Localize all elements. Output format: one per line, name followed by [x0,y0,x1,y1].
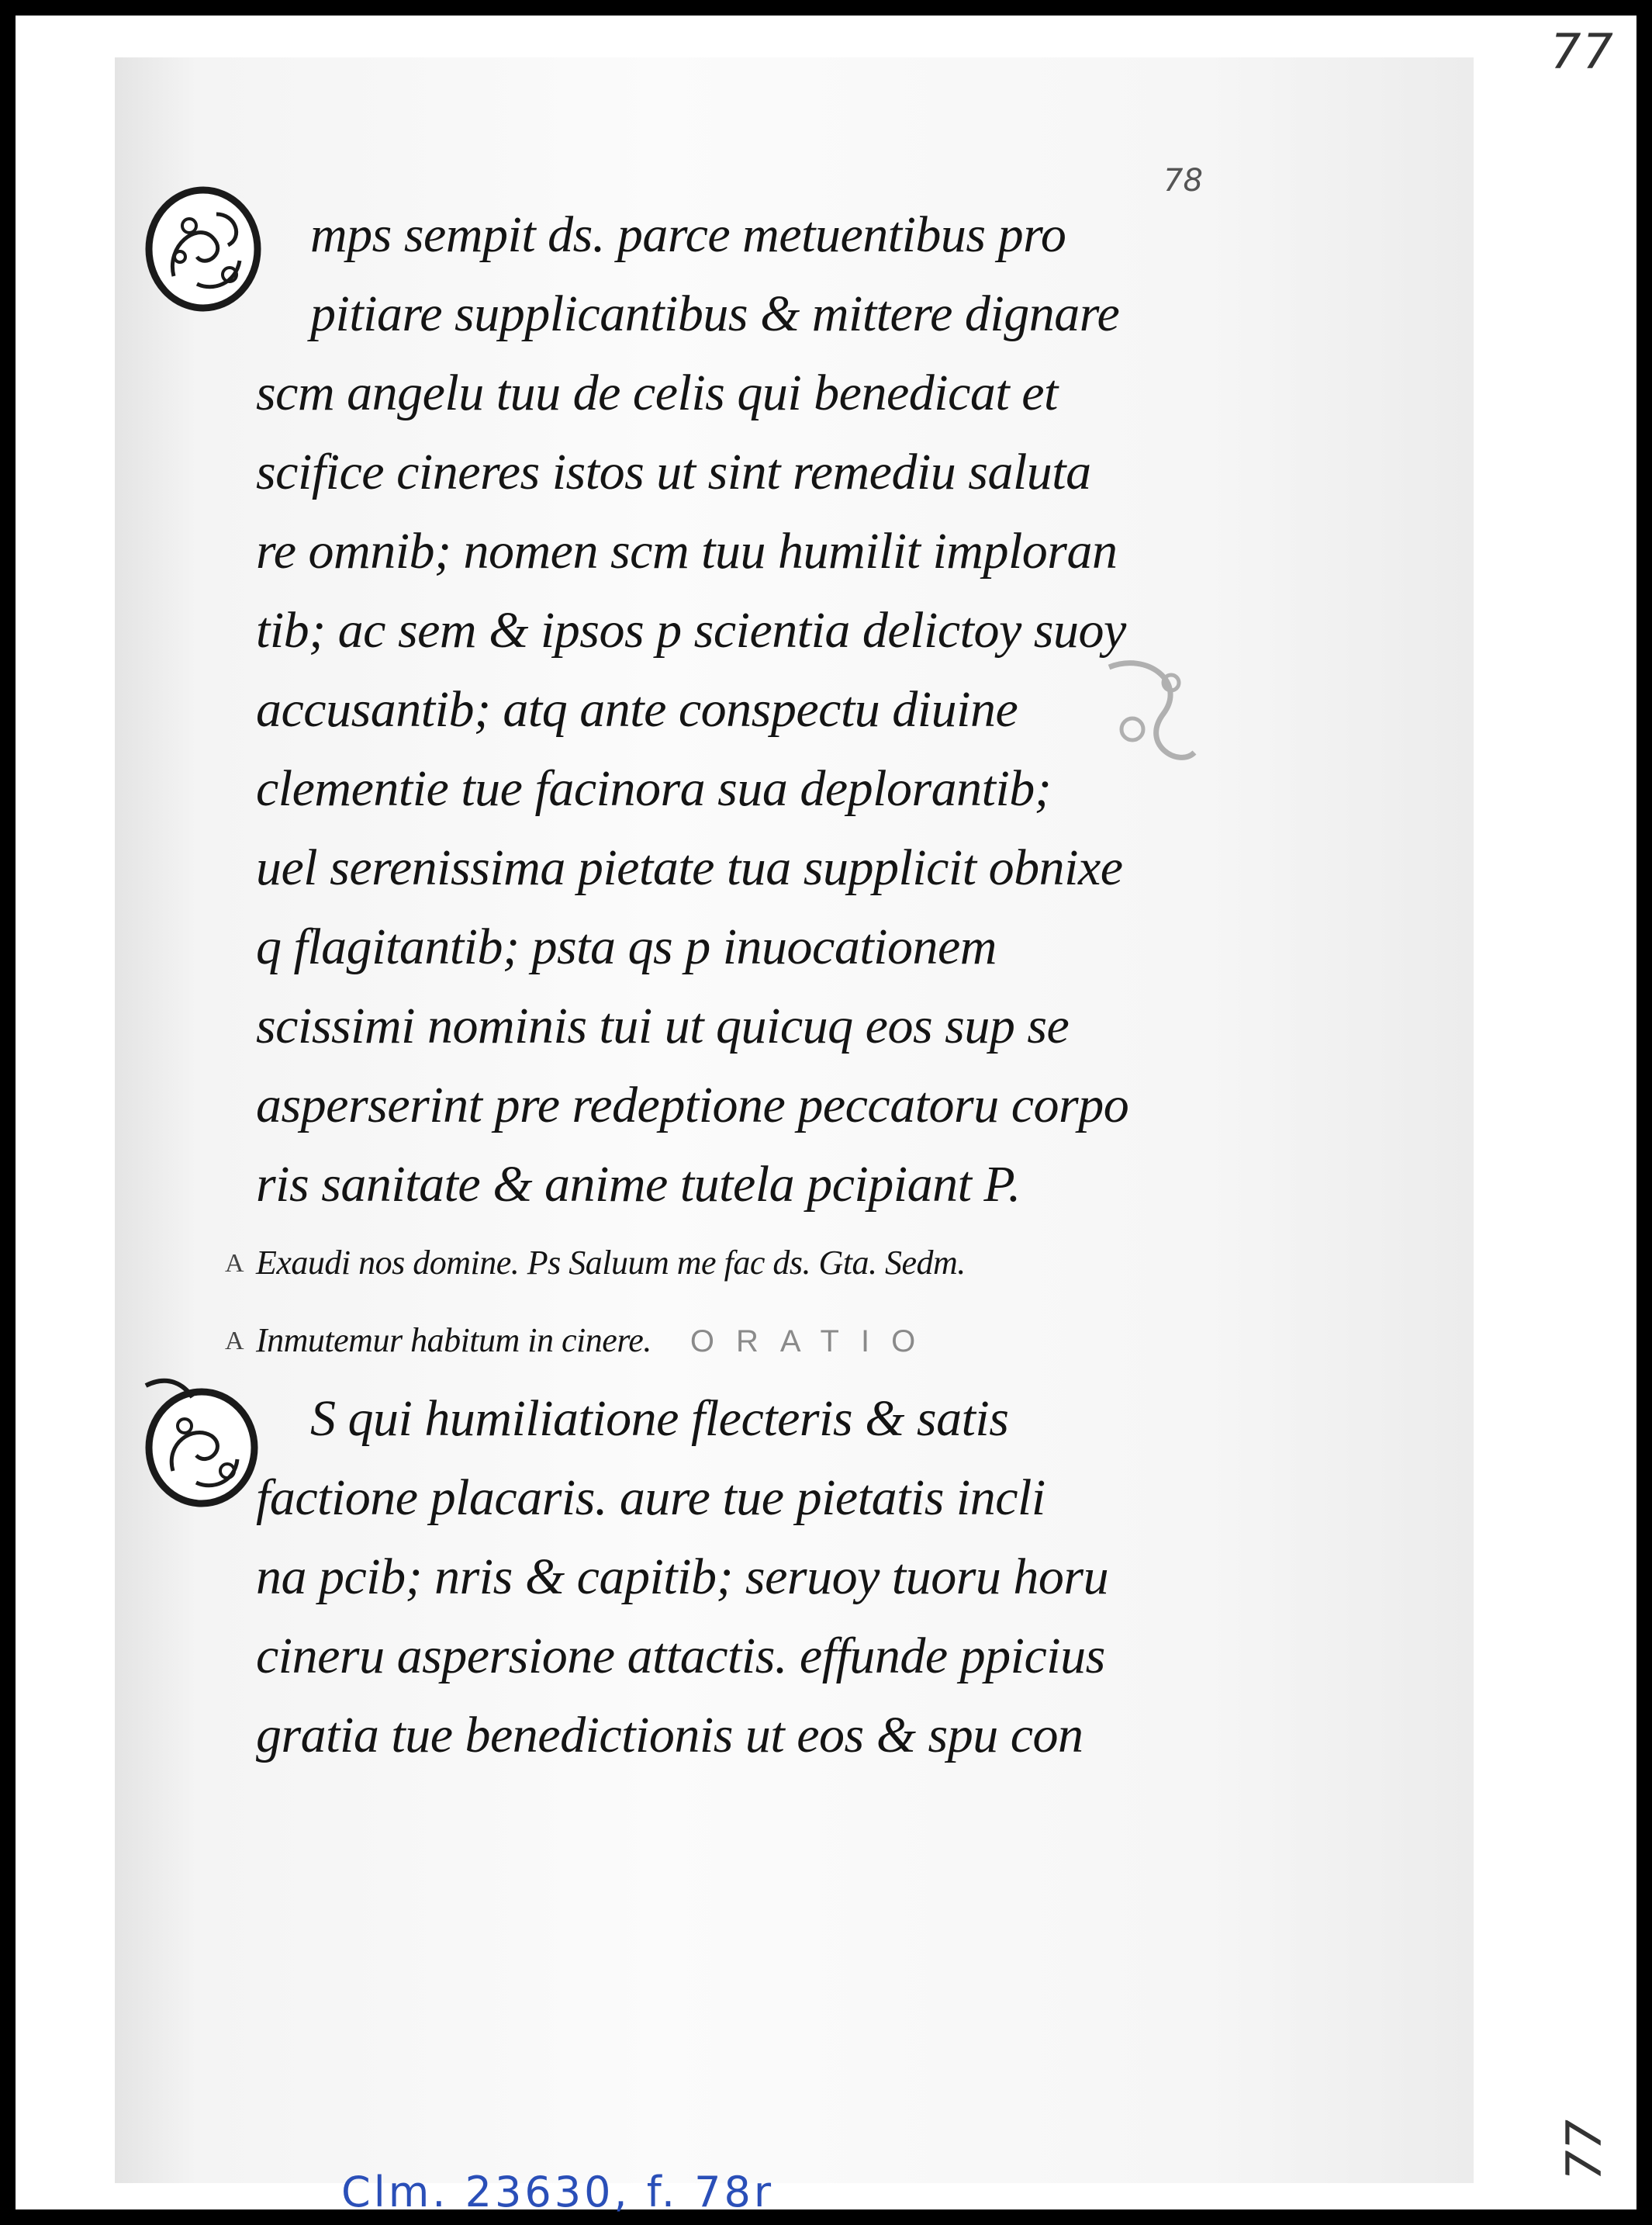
photograph-sheet [16,16,1636,2216]
text-line: pitiare supplicantibus & mittere dignare [310,285,1120,342]
antiphon-text: Inmutemur habitum in cinere. [256,1321,651,1359]
text-line: gratia tue benedictionis ut eos & spu con [256,1707,1083,1763]
folio-number: 78 [1163,163,1203,199]
text-line: scifice cineres istos ut sint remediu saluta [256,444,1091,500]
text-line: factione placaris. aure tue pietatis incli [256,1469,1045,1526]
text-line: scissimi nominis tui ut quicuq eos sup se [256,998,1070,1054]
archive-number-rotated: 77 [1556,2119,1613,2181]
line-marker: A [225,1249,244,1278]
text-line: asperserint pre redeptione peccatoru corpo [256,1077,1129,1133]
archive-number: 77 [1550,23,1615,80]
text-line: re omnib; nomen scm tuu humilit imploran [256,523,1118,580]
text-line: q flagitantib; psta qs p inuocationem [256,919,997,975]
text-line: clementie tue facinora sua deplorantib; [256,760,1052,817]
text-line: tib; ac sem & ipsos p scientia delictoy suoy [256,602,1126,659]
rubric-heading: ORATIO [689,1324,938,1358]
text-line: cineru aspersione attactis. effunde ppicius [256,1628,1105,1684]
text-line: ris sanitate & anime tutela pcipiant P. [256,1156,1021,1213]
manuscript-text-block [225,196,1163,1775]
decorated-initial-d [138,1378,262,1510]
decorated-initial-o [143,183,267,315]
line-marker: A [225,1327,244,1355]
antiphon-line: Exaudi nos domine. Ps Saluum me fac ds. Gta. Sedm. [256,1244,966,1282]
text-line: accusantib; atq ante conspectu diuine [256,681,1018,738]
text-line: na pcib; nris & capitib; seruoy tuoru horu [256,1549,1109,1605]
antiphon-line [256,1302,1163,1379]
shelfmark-annotation: Clm. 23630, f. 78r [341,2168,775,2216]
text-line: scm angelu tuu de celis qui benedicat et [256,365,1058,421]
text-line: mps sempit ds. parce metuentibus pro [310,206,1066,263]
text-line: S qui humiliatione flecteris & satis [310,1390,1009,1447]
text-line: uel serenissima pietate tua supplicit obnixe [256,839,1123,896]
